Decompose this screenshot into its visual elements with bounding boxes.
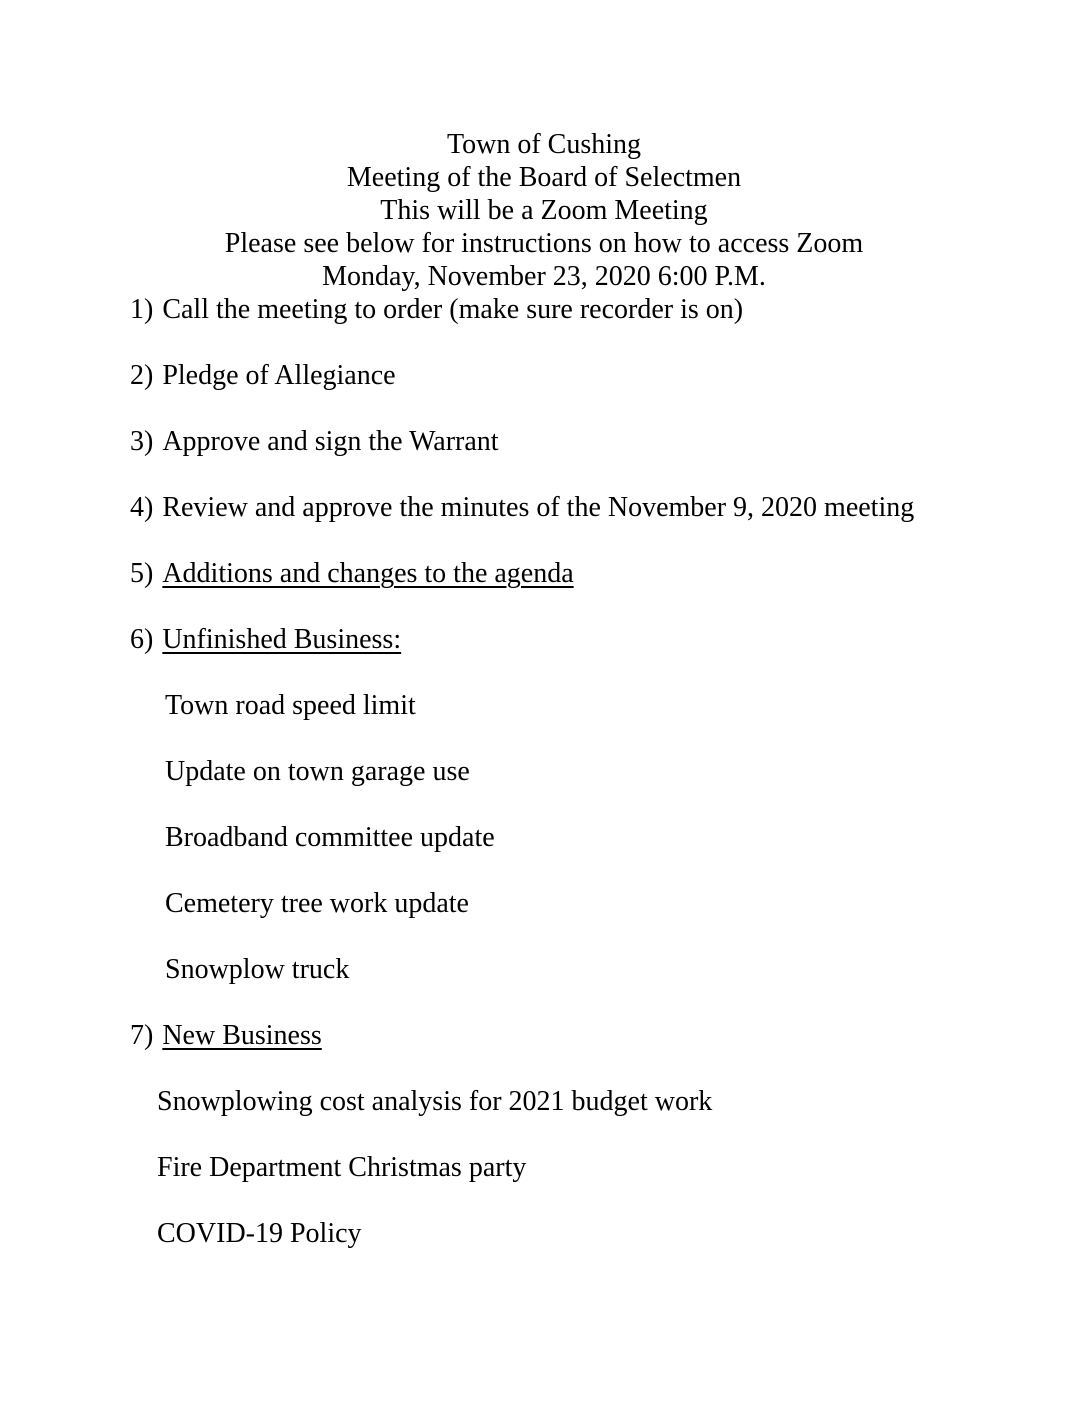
- agenda-item-text: Unfinished Business:: [162, 624, 402, 655]
- agenda-subitem-covid-policy: [130, 1217, 1088, 1250]
- agenda-subitem-cemetery-tree-work: [130, 887, 1088, 920]
- document-header: [0, 0, 1088, 293]
- agenda-item-text: Update on town garage use: [165, 756, 470, 787]
- agenda-item-text: Snowplowing cost analysis for 2021 budget work: [157, 1086, 713, 1117]
- agenda-item-text: Broadband committee update: [165, 822, 495, 853]
- agenda-item-text: New Business: [162, 1020, 322, 1051]
- agenda-item-number: 3): [130, 426, 154, 457]
- agenda-item-new-business: [130, 1019, 1088, 1052]
- doc-meeting-datetime: Monday, November 23, 2020 6:00 P.M.: [322, 261, 766, 292]
- doc-subtitle: Meeting of the Board of Selectmen: [346, 162, 742, 193]
- agenda-item-call-to-order: [130, 293, 1088, 326]
- agenda-item-warrant: [130, 425, 1088, 458]
- agenda-subitem-snowplow-truck: [130, 953, 1088, 986]
- agenda-item-text: Call the meeting to order (make sure recorder is on): [162, 294, 744, 325]
- agenda-item-number: 2): [130, 360, 154, 391]
- agenda-item-text: Cemetery tree work update: [165, 888, 469, 919]
- agenda-item-text: COVID-19 Policy: [157, 1218, 362, 1249]
- agenda-item-text: Pledge of Allegiance: [162, 360, 396, 391]
- agenda-subitem-town-road-speed-limit: [130, 689, 1088, 722]
- agenda-item-text: Additions and changes to the agenda: [162, 558, 574, 589]
- agenda-item-minutes: [130, 491, 1088, 524]
- agenda-subitem-town-garage-use: [130, 755, 1088, 788]
- doc-zoom-instructions-note: Please see below for instructions on how to access Zoom: [224, 228, 864, 259]
- agenda-subitem-broadband-committee: [130, 821, 1088, 854]
- doc-title: Town of Cushing: [446, 129, 642, 160]
- agenda-item-number: 1): [130, 294, 154, 325]
- agenda-list: [130, 293, 1088, 1250]
- agenda-item-text: Review and approve the minutes of the November 9, 2020 meeting: [162, 492, 915, 523]
- agenda-item-text: Town road speed limit: [165, 690, 416, 721]
- doc-meeting-type: This will be a Zoom Meeting: [380, 195, 708, 226]
- agenda-item-pledge: [130, 359, 1088, 392]
- agenda-item-text: Approve and sign the Warrant: [162, 426, 499, 457]
- agenda-item-text: Snowplow truck: [165, 954, 350, 985]
- agenda-item-additions: [130, 557, 1088, 590]
- agenda-item-number: 6): [130, 624, 154, 655]
- agenda-item-number: 4): [130, 492, 154, 523]
- agenda-item-number: 5): [130, 558, 154, 589]
- agenda-item-number: 7): [130, 1020, 154, 1051]
- agenda-subitem-snowplowing-cost-analysis: [130, 1085, 1088, 1118]
- agenda-item-unfinished-business: [130, 623, 1088, 656]
- agenda-item-text: Fire Department Christmas party: [157, 1152, 527, 1183]
- agenda-subitem-fire-department-party: [130, 1151, 1088, 1184]
